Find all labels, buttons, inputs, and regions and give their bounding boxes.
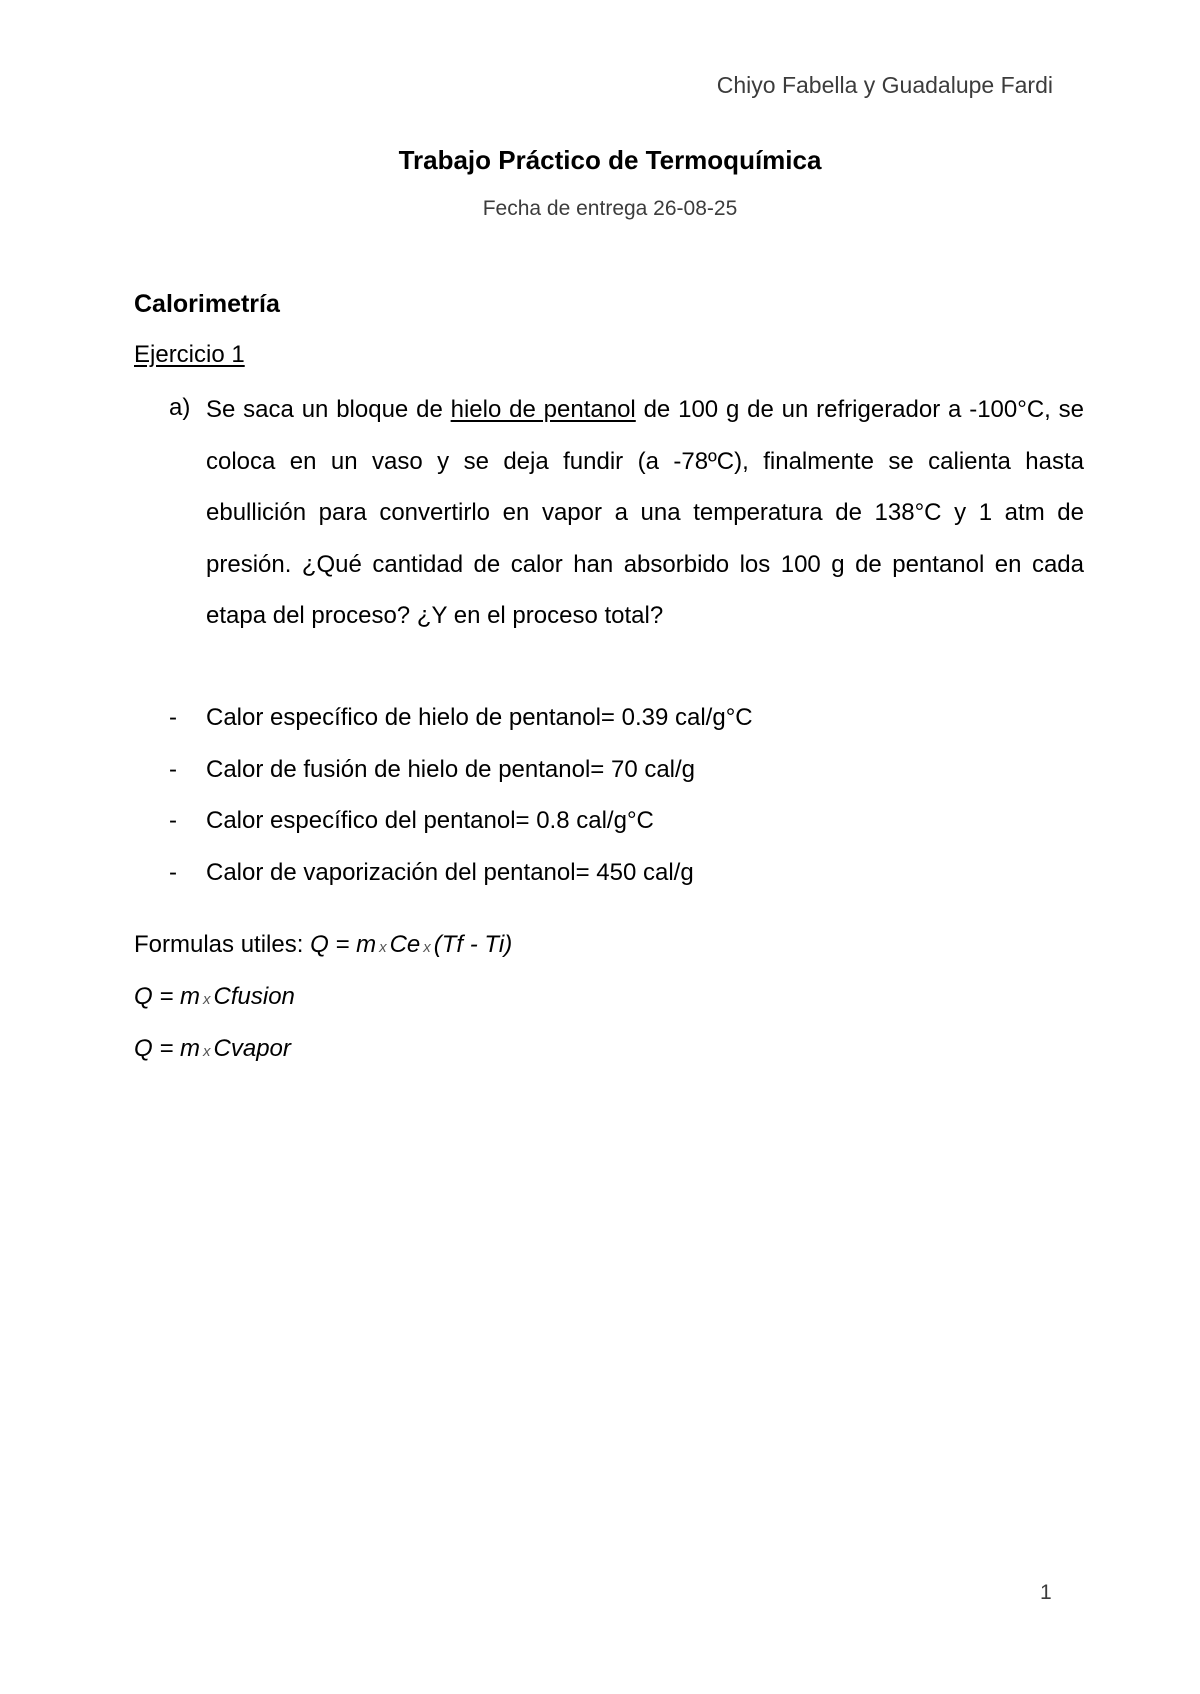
formula-lhs: Q =: [134, 1035, 181, 1062]
formula-term: Cvapor: [213, 1035, 291, 1062]
times-symbol: x: [379, 939, 387, 956]
formula-line-2: [134, 983, 295, 1011]
formulas-label: Formulas utiles:: [134, 931, 311, 958]
list-item-text: Calor específico del pentanol= 0.8 cal/g°C: [206, 807, 654, 834]
formula-term: Ce: [389, 931, 421, 958]
times-symbol: x: [423, 939, 431, 956]
list-item-text: Calor de vaporización del pentanol= 450 cal/g: [206, 858, 694, 886]
times-symbol: x: [203, 991, 211, 1008]
formula-line-1: [134, 931, 512, 959]
document-title: Trabajo Práctico de Termoquímica: [398, 145, 822, 175]
statement-underlined-term: hielo de pentanol: [450, 396, 636, 423]
list-bullet: -: [169, 755, 177, 783]
formula-lhs: Q =: [310, 931, 357, 958]
formula-term: (Tf - Ti): [433, 931, 513, 958]
exercise-heading: Ejercicio 1: [134, 341, 245, 368]
formula-lhs: Q =: [134, 983, 181, 1010]
formula-term: m: [356, 931, 377, 958]
page-header-authors: Chiyo Fabella y Guadalupe Fardi: [716, 72, 1053, 98]
page-number: 1: [1040, 1581, 1052, 1604]
item-marker: a): [169, 394, 191, 421]
section-heading: Calorimetría: [134, 290, 280, 318]
statement-text-rest: de 100 g de un refrigerador a -100°C, se coloca en un vaso y se deja fundir (a -78ºC), finalmente se calienta hasta ebullición para convertirlo en vapor a una temperatura de 138°C y 1 atm de presión. ¿Qué cantidad de calor han absorbido los 100 g de pentanol en cada etapa del proceso? ¿Y en el proceso total?: [206, 396, 1085, 629]
list-bullet: -: [169, 807, 177, 834]
times-symbol: x: [203, 1043, 211, 1060]
list-item-text: Calor de fusión de hielo de pentanol= 70 cal/g: [206, 755, 696, 783]
document-date: Fecha de entrega 26-08-25: [482, 197, 738, 220]
list-item-text: Calor específico de hielo de pentanol= 0.39 cal/g°C: [206, 704, 753, 731]
list-bullet: -: [169, 858, 177, 886]
exercise-statement: [206, 384, 1084, 642]
statement-text-start: Se saca un bloque de: [206, 396, 451, 423]
list-bullet: -: [169, 704, 177, 731]
formula-term: m: [180, 1035, 201, 1062]
formula-line-3: [134, 1035, 291, 1063]
formula-term: m: [180, 983, 201, 1010]
formula-term: Cfusion: [213, 983, 295, 1010]
